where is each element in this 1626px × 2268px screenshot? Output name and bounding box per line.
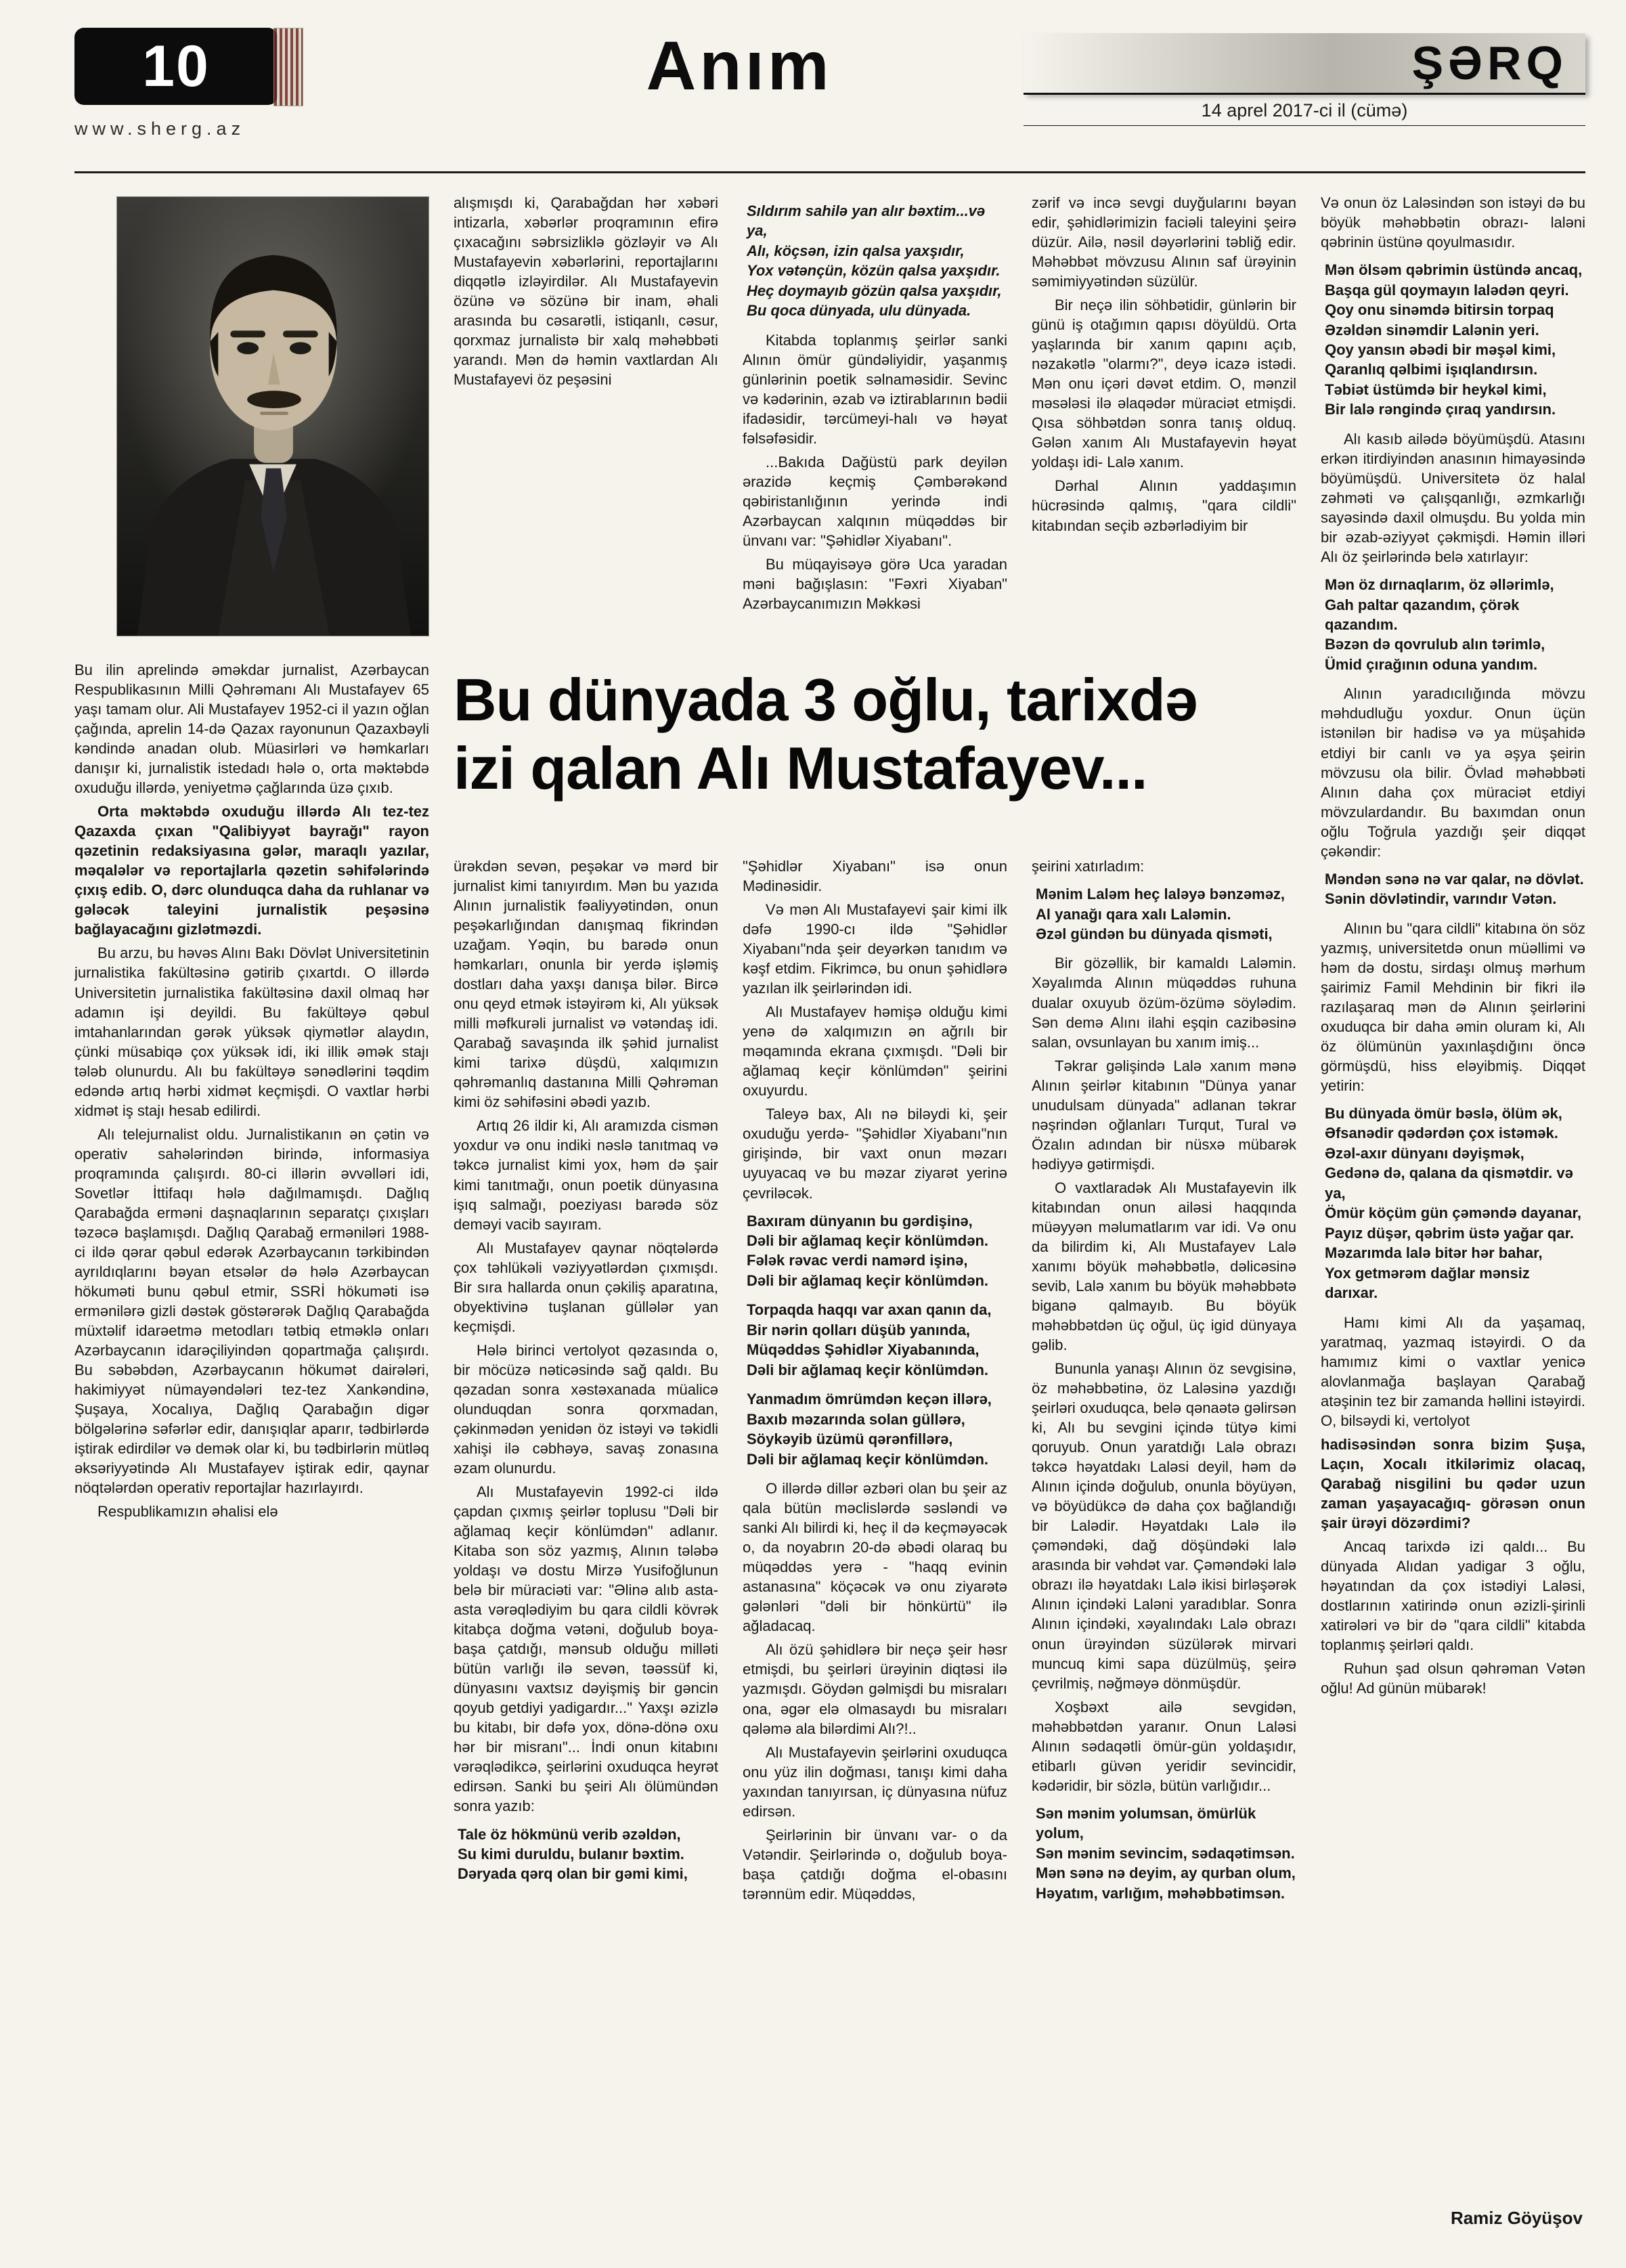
- page-header: [74, 24, 1585, 173]
- paragraph: O vaxtlaradək Alı Mustafayevin ilk kitabından onun ailəsi haqqında müəyyən məlumatlarım var idi. Və onu da bilirdim ki, Alı Mustafayev Lalə xanımı böyük məhəbbətlə, dəlicəsinə sevib, Lalə xanım bu böyük məhəbbətə biganə qalmayıb. Bu böyük məhəbbətdən üç oğul, üç igid dünyaya gəlib.: [1032, 1179, 1296, 1354]
- column-2-bottom: [454, 856, 718, 2231]
- paragraph: Bir gözəllik, bir kamaldı Laləmin. Xəyalımda Alının müqəddəs ruhuna dualar oxuyub özüm-özümə söylədim. Sən demə Alını ilahi eşqin cazibəsinə salan, ovsunlayan bu xanım imiş...: [1032, 955, 1296, 1051]
- paragraph: Dərhal Alının yaddaşımın hücrəsində qalmış, "qara cildli" kitabından seçib əzbərlədiyim bir: [1032, 477, 1296, 534]
- column-4-bottom: [1032, 856, 1296, 2231]
- column-5: [1321, 193, 1585, 2231]
- paragraph: Bu ilin aprelində əməkdar jurnalist, Azərbaycan Respublikasının Milli Qəhrəmanı Alı Mustafayev 65 yaşı tamam olur. Ali Mustafayev 1952-ci il yazın oğlan çağında, aprelin 14-də Qazax rayonunun Qazaxbəyli kəndində anadan olub. Müasirləri və həmkarları danışır ki, jurnalistik istedadı hələ o, orta məktəbdə oxuduğu illərdə, yeniyetmə çağlarında üzə çıxıb.: [74, 661, 429, 797]
- masthead: [1024, 33, 1585, 126]
- paragraph: Orta məktəbdə oxuduğu illərdə Alı tez-tez Qazaxda çıxan "Qalibiyyət bayrağı" rayon qəzetinin redaksiyasına gələr, maraqlı yazılar, məqalələr və reportajlarla qəzetin səhifələrində çıxış edib. O, dərc olunduqca daha da ruhlanar və gələcək taleyini jurnalistik peşəsinə bağlayacağını gizlətməzdi.: [74, 803, 429, 938]
- poem-stanza: Mən öz dırnaqlarım, öz əllərimlə, Gah paltar qazandım, çörək qazandım. Bəzən də qovrulub alın tərimlə, Ümid çırağının oduna yandım.: [1325, 576, 1554, 673]
- paragraph: "Şəhidlər Xiyabanı" isə onun Mədinəsidir.: [743, 858, 1007, 895]
- header-left: [74, 28, 303, 139]
- paragraph: alışmışdı ki, Qarabağdan hər xəbəri intizarla, xəbərlər proqramının efirə çıxacağını səbrsizliklə gözləyir və Alı Mustafayevin xəbərlərini, reportajlarını diqqətlə izləyirdilər. Alı Mustafayevin özünə və sözünə bir inam, əhali arasında bu cəsarətli, istiqanlı, cəsur, qorxmaz jurnalistə bir xalq məhəbbəti yarandı. Mən də həmin vaxtlardan Alı Mustafayevi öz peşəsini: [454, 194, 718, 389]
- paragraph: Alının yaradıcılığında mövzu məhdudluğu yoxdur. Onun üçün istənilən bir hadisə və ya müşahidə etdiyi bir canlı və ya əşya şeirin mövzusu ola bilir. Övlad məhəbbəti Alının daha çox müraciət etdiyi mövzulardandır. Bu baxımdan onun oğlu Toğrula yazdığı şeir diqqət çəkəndir:: [1321, 685, 1585, 860]
- paragraph: Bu arzu, bu həvəs Alını Bakı Dövlət Universitetinin jurnalistika fakültəsinə gətirib çıxartdı. O illərdə Universitetin jurnalistika fakültəsinə daxil olmaq hər adamın işi deyildi. Bu fakültəyə qəbul imtahanlarından gərək yüksək qiymətlər alaydın, çünki müsabiqə çox yüksək idi, iki illik əmək stajı tələb olunurdu. Alı bu fakültəyə sənədlərini təqdim edəndə artıq hərbi xidmət keçmişdi. O vaxtlar hərbi xidmət iş stajı hesab edilirdi.: [74, 944, 429, 1119]
- paragraph: Ruhun şad olsun qəhrəman Vətən oğlu! Ad günün mübarək!: [1321, 1660, 1585, 1697]
- paragraph: Və mən Alı Mustafayevi şair kimi ilk dəfə 1990-cı ildə "Şəhidlər Xiyabanı"nda şeir deyərkən tanıdım və kəşf etdim. Fikrimcə, bu onun şəhidlərə yazılan ilk şeirlərindən idi.: [743, 901, 1007, 997]
- paragraph: Artıq 26 ildir ki, Alı aramızda cismən yoxdur və onu indiki nəslə tanıtmaq və təkcə jurnalist kimi yox, həm də şair kimi tanıtmağı, onun poetik dünyasına işıq salmağı, poeziyası barədə söz deməyi vacib sayıram.: [454, 1117, 718, 1233]
- paragraph: hadisəsindən sonra bizim Şuşa, Laçın, Xocalı itkilərimiz olacaq, Qarabağ nisgilini bu qədər uzun zaman yaşayacağıq- görəsən onun şair ürəyi dözərdimi?: [1321, 1435, 1585, 1531]
- column-2-top: [454, 193, 718, 660]
- paragraph: O illərdə dillər əzbəri olan bu şeir az qala bütün məclislərdə səsləndi və sanki Alı bilirdi ki, heç il də keçməyəcək o, da noyabrın 20-də əbədi olaraq bu müqəddəs yerə - "haqq evinin astanasına" köçəcək və onu ziyarətə gələnləri "dəli bir hönkürtü" ilə ağladacaq.: [743, 1480, 1007, 1635]
- headline: [454, 660, 1296, 856]
- paragraph: Kitabda toplanmış şeirlər sanki Alının ömür gündəliyidir, yaşanmış günlərinin poetik səlnaməsidir. Sevinc və kədərinin, əzab və iztirablarının bədii ifadəsidir, tərcümeyi-halı və həyat fəlsəfəsidir.: [743, 331, 1007, 447]
- portrait-photo: [116, 196, 429, 636]
- poem-stanza: Məndən sənə nə var qalar, nə dövlət. Sənin dövlətindir, varındır Vətən.: [1325, 870, 1584, 908]
- paragraph: Bu müqayisəyə görə Uca yaradan məni bağışlasın: "Fəxri Xiyaban" Azərbaycanımızın Məkkəsi: [743, 556, 1007, 613]
- paragraph: Taleyə bax, Alı nə biləydi ki, şeir oxuduğu yerdə- "Şəhidlər Xiyabanı"nın girişində, bir vaxt onun məzarı uyuyacaq və bu məzar ziyarət yerinə çevriləcək.: [743, 1106, 1007, 1202]
- column-3-bottom: [743, 856, 1007, 2231]
- article: [74, 193, 1585, 2231]
- paragraph: Ancaq tarixdə izi qaldı... Bu dünyada Alıdan yadigar 3 oğlu, həyatından da çox istədiyi Laləsi, dostlarının xatirində onun əzizli-şirinli xatirələri və bir də "qara cildli" kitabda toplanmış şeirləri qaldı.: [1321, 1538, 1585, 1654]
- paragraph: Alı kasıb ailədə böyümüşdü. Atasını erkən itirdiyindən anasının himayəsində böyümüşdü. Universitetə öz halal zəhməti və çalışqanlığı, əzmkarlığı sayəsində daxil olmuşdu. Bu yolda min bir əzab-əziyyət çəkmişdi. Həmin illəri Alı öz şeirlərində belə xatırlayır:: [1321, 430, 1585, 566]
- poem-stanza: Yanmadım ömrümdən keçən illərə, Baxıb məzarında solan güllərə, Söykəyib üzümü qərənfillərə, Dəli bir ağlamaq keçir könlümdən.: [747, 1391, 992, 1468]
- press-stamp-icon: [273, 28, 303, 106]
- paragraph: Alı Mustafayev qaynar nöqtələrdə çox təhlükəli vəziyyətlərdən çıxmışdı. Bir sıra hallarda onun çəkiliş aparatına, obyektivinə tuşlanan güllələr yan keçmişdi.: [454, 1239, 718, 1335]
- poem-stanza: Sən mənim yolumsan, ömürlük yolum, Sən mənim sevincim, sədaqətimsən. Mən sənə nə deyim, ay qurban olum, Həyatım, varlığım, məhəbbətimsən.: [1036, 1804, 1296, 1902]
- paragraph: Təkrar gəlişində Lalə xanım mənə Alının şeirlər kitabının "Dünya yanar unudulsam dünyada" adlanan təkrar nəşrindən oğlanları Turqut, Tural və Özalın adından bir nüsxə mübarək hədiyyə gətirmişdi.: [1032, 1057, 1296, 1173]
- paragraph: Şeirlərinin bir ünvanı var- o da Vətəndir. Şeirlərində o, doğulub boya-başa çatdığı doğma el-obasını tərənnüm edir. Müqəddəs,: [743, 1826, 1007, 1902]
- paragraph: şeirini xatırladım:: [1032, 858, 1145, 875]
- page-number: 10: [142, 33, 210, 99]
- paragraph: ürəkdən sevən, peşəkar və mərd bir jurnalist kimi tanıyırdım. Mən bu yazıda Alının jurnalistik fəaliyyətindən, onun peşəkarlığından danışmaq fikrindən uzağam. Yəqin, bu barədə onun həmkarları, onunla bir yerdə işləmiş dostları daha yaxşı danışa bilər. Bircə onu qeyd etmək istəyirəm ki, Alı yüksək milli məfkurəli jurnalist və vətəndaş idi. Qarabağ savaşında ilk şəhid jurnalist kimi tarixə düşdü, xalqımızın qəhrəmanlıq dastanına Milli Qəhrəman kimi öz səhifəsini əbədi yazıb.: [454, 858, 718, 1111]
- paragraph: Hələ birinci vertolyot qəzasında o, bir möcüzə nəticəsində sağ qaldı. Bu qəzadan sonra xəstəxanada müalicə olunduqdan sonra qorxmadan, çəkinmədən yenidən öz istəyi və təkidli xahişi ilə cəbhəyə, savaş zonasına əzam olunurdu.: [454, 1341, 718, 1477]
- paragraph: Bir neçə ilin söhbətidir, günlərin bir günü iş otağımın qapısı döyüldü. Orta yaşlarında bir xanım qapını açıb, nəzakətlə "olarmı?", deyə icazə istədi. Mən onu içəri dəvət etdim. O, mənzil məsələsi ilə əlaqədər müraciət etmişdi. Qısa söhbətdən sonra tanış olduq. Gələn xanım Alı Mustafayevin həyat yoldaşı idi- Lalə xanım.: [1032, 297, 1296, 471]
- paragraph: Alı telejurnalist oldu. Jurnalistikanın ən çətin və operativ sahələrindən birində, informasiya proqramında çalışırdı. 80-ci illərin əvvəlləri idi, Sovetlər İttifaqı hələ dağılmamışdı. Dağlıq Qarabağda erməni daşnaqlarının separatçı çıxışları təzəcə başlamışdı. Dağlıq Qarabağ erməniləri 1988-ci ildə qərar qəbul edərək Azərbaycanın tərkibindən ayrıldıqlarını bəyan etsələr də hələ Azərbaycan hökuməti bunu qəbul etmir, SSRİ hökuməti isə ermənilərə gizli dəstək göstərərək Dağlıq Qarabağda müxtəlif idarəetmə metodları tətbiq etməklə onları Azərbaycanın idarəçiliyindən qopartmağa çalışırdı. Bu səbəbdən, Azərbaycanın hökumət dairələri, hakimiyyət nümayəndələri tez-tez Xankəndinə, Şuşaya, Xocalıya, Dağlıq Qarabağın digər bölgələrinə səfərlər edir, danışıqlar aparır, tədbirlərdə iştirak edirdilər və demək olar ki, bu tədbirlərin mütləq əksəriyyətində Alı Mustafayev iştirak edir, qaynar nöqtələrdən operativ reportajlar hazırlayırdı.: [74, 1125, 429, 1497]
- poem-stanza: Bu dünyada ömür bəslə, ölüm ək, Əfsanədir qədərdən çox istəmək. Əzəl-axır dünyanı dəyişmək, Gedənə də, qalana da qismətdir. və ya, Ömür köçüm gün çəməndə dayanar, Payız düşər, qəbrim üstə yağar qar. Məzarımda lalə bitər hər bahar, Yox getmərəm dağlar mənsiz darıxar.: [1325, 1104, 1582, 1302]
- masthead-bar: [1024, 33, 1585, 93]
- author-byline: Ramiz Göyüşov: [1450, 2207, 1583, 2228]
- paragraph: Hamı kimi Alı da yaşamaq, yaratmaq, yazmaq istəyirdi. O da hamımız kimi o vaxtlar yenicə alovlanmağa başlayan Qarabağ atəşinin tez bir zamanda həllini istəyirdi. O, bilsəydi ki, vertolyot: [1321, 1313, 1585, 1429]
- paragraph: Alının bu "qara cildli" kitabına ön söz yazmış, universitetdə onun müəllimi və həm də dostu, sirdaşı olmuş mərhum şairimiz Famil Mehdinin bir fikri ilə razılaşaraq mən də Alının şeirlərini oxuduqca bir daha əmin oluram ki, Alı öz ölümünün yaxınlaşdığını öncə görmüşdü, hiss eləyibmiş. Diqqət yetirin:: [1321, 919, 1585, 1094]
- paper-name: ŞƏRQ: [1411, 37, 1568, 89]
- headline-line-1: Bu dünyada 3 oğlu, tarixdə: [454, 666, 1197, 733]
- paragraph: Respublikamızın əhalisi elə: [97, 1503, 278, 1521]
- paragraph: Bununla yanaşı Alının öz sevgisinə, öz məhəbbətinə, öz Laləsinə yazdığı şeirləri oxuduqca, belə qənaətə gəlirsən ki, Alı bu sevgini içində tütyə kimi qoruyub. Onun yaratdığı Lalə obrazı təkcə həyatdakı Laləsi deyil, həm də Alının içində doğulub, onunla böyüyən, və böyüdükcə də daha çox bağlandığı bir Lalədir. Həyatdakı Lalə ilə çəməndəki, dağ döşündəki lalə arasında bir vəhdət var. Çəməndəki lalə obrazı ilə həyatdakı Lalə ikisi birləşərək Alının içindəki Laləni yaradıblar. Sonra Alının içindəki, xəyalındakı Lalə obrazı onun ürəyindən süzülərək mirvari muncuq kimi sapa düzülmüş, şeirə çevrilmiş, nəğməyə dönmüşdür.: [1032, 1360, 1296, 1692]
- poem-stanza: Mən ölsəm qəbrimin üstündə ancaq, Başqa gül qoymayın lalədən qeyri. Qoy onu sinəmdə bitirsin torpaq Əzəldən sinəmdir Lalənin yeri. Qoy yansın əbədi bir məşəl kimi, Qaranlıq qəlbimi işıqlandırsın. Təbiət üstümdə bir heykəl kimi, Bir lalə rəngində çıraq yandırsın.: [1325, 261, 1583, 418]
- poem-stanza: Sıldırım sahilə yan alır bəxtim...və ya, Alı, köçsən, izin qalsa yaxşıdır, Yox vətənçün, közün qalsa yaxşıdır. Heç doymayıb gözün qalsa yaxşıdır, Bu qoca dünyada, ulu dünyada.: [747, 202, 1002, 320]
- paragraph: Və onun öz Laləsindən son istəyi də bu böyük məhəbbətin obrazı- laləni qəbrinin üstünə qoyulmasıdır.: [1321, 194, 1585, 251]
- page-number-box: [74, 28, 278, 105]
- section-title: Anım: [646, 27, 833, 104]
- paragraph: Xoşbəxt ailə sevgidən, məhəbbətdən yaranır. Onun Laləsi Alının sədaqətli ömür-gün yoldaşıdır, etibarlı güvən yeridir sevincidir, kədəridir, bir sözlə, bütün varlığıdır...: [1032, 1698, 1296, 1794]
- column-3-top: [743, 193, 1007, 660]
- poem-stanza: Mənim Laləm heç laləyə bənzəməz, Al yanağı qara xalı Laləmin. Əzəl gündən bu dünyada qisməti,: [1036, 886, 1286, 942]
- paragraph: Alı Mustafayevin şeirlərini oxuduqca onu yüz ilin doğması, tanışı kimi daha yaxından tanıyırsan, iç dünyasına nüfuz edirsən.: [743, 1743, 1007, 1820]
- paragraph: ...Bakıda Dağüstü park deyilən ərazidə keçmiş Çəmbərəkənd qəbiristanlığının yerində indi Azərbaycan xalqının müqəddəs bir ünvanı var: "Şəhidlər Xiyabanı".: [743, 454, 1007, 550]
- paragraph: zərif və incə sevgi duyğularını bəyan edir, şəhidlərimizin faciəli taleyini şeirə düzür. Ailə, nəsil dəyərlərini təbliğ edir. Məhəbbət mövzusu Alının saf ürəyinin səmimiyyətindən süzülür.: [1032, 194, 1296, 290]
- poem-stanza: Baxıram dünyanın bu gərdişinə, Dəli bir ağlamaq keçir könlümdən. Fələk rəvac verdi namərd işinə, Dəli bir ağlamaq keçir könlümdən.: [747, 1212, 988, 1289]
- column-4-top: [1032, 193, 1296, 660]
- column-1: [74, 660, 429, 2231]
- page-number-row: [74, 28, 303, 106]
- issue-date: 14 aprel 2017-ci il (cümə): [1024, 93, 1585, 126]
- paragraph: Alı Mustafayevin 1992-ci ildə çapdan çıxmış şeirlər toplusu "Dəli bir ağlamaq keçir könlümdən" adlanır. Kitaba son söz yazmış, Alının tələbə yoldaşı və dostu Mirzə Yusifoğlunun belə bir müraciəti var: "Əlinə alıb asta-asta vərəqlədiyim bu qara cildli kövrək kitabça doğma vətəni, doğulub boya-başa çatdığı, mənsub olduğu milləti bütün varlığı ilə sevən, təəssüf ki, dünyasını vaxtsız dəyişmiş bir gəncin qoyub getdiyi yadigardır..." Yaxşı əzizlə bu kitabı, bir dəfə yox, dönə-dönə oxu hər bir misranı"... İndi onun kitabını vərəqlədikcə, şeirlərini oxuduqca heyrət edirsən. Sanki bu şeiri Alı ölümündən sonra yazıb:: [454, 1483, 718, 1815]
- website-url: www.sherg.az: [74, 118, 246, 139]
- poem-stanza: Torpaqda haqqı var axan qanın da, Bir nərin qolları düşüb yanında, Müqəddəs Şəhidlər Xiyabanında, Dəli bir ağlamaq keçir könlümdən.: [747, 1301, 992, 1378]
- poem-stanza: Tale öz hökmünü verib əzəldən, Su kimi duruldu, bulanır bəxtim. Dəryada qərq olan bir gəmi kimi,: [458, 1825, 688, 1883]
- headline-line-2: izi qalan Alı Mustafayev...: [454, 735, 1147, 802]
- portrait-illustration: [117, 197, 429, 636]
- photo-cell: [74, 193, 429, 660]
- paragraph: Alı Mustafayev həmişə olduğu kimi yenə də xalqımızın ən ağrılı bir məqamında ekrana çıxmışdı. "Dəli bir ağlamaq keçir könlümdən" şeirini oxuyurdu.: [743, 1003, 1007, 1099]
- column-5-text: [1321, 193, 1585, 2200]
- paragraph: Alı özü şəhidlərə bir neçə şeir həsr etmişdi, bu şeirləri ürəyinin diqtəsi ilə yazmışdı. Göydən gəlmişdi bu misraları ona, əgər elə olmasaydı bu misraları qələmə ala bilərdimi Alı?!..: [743, 1641, 1007, 1737]
